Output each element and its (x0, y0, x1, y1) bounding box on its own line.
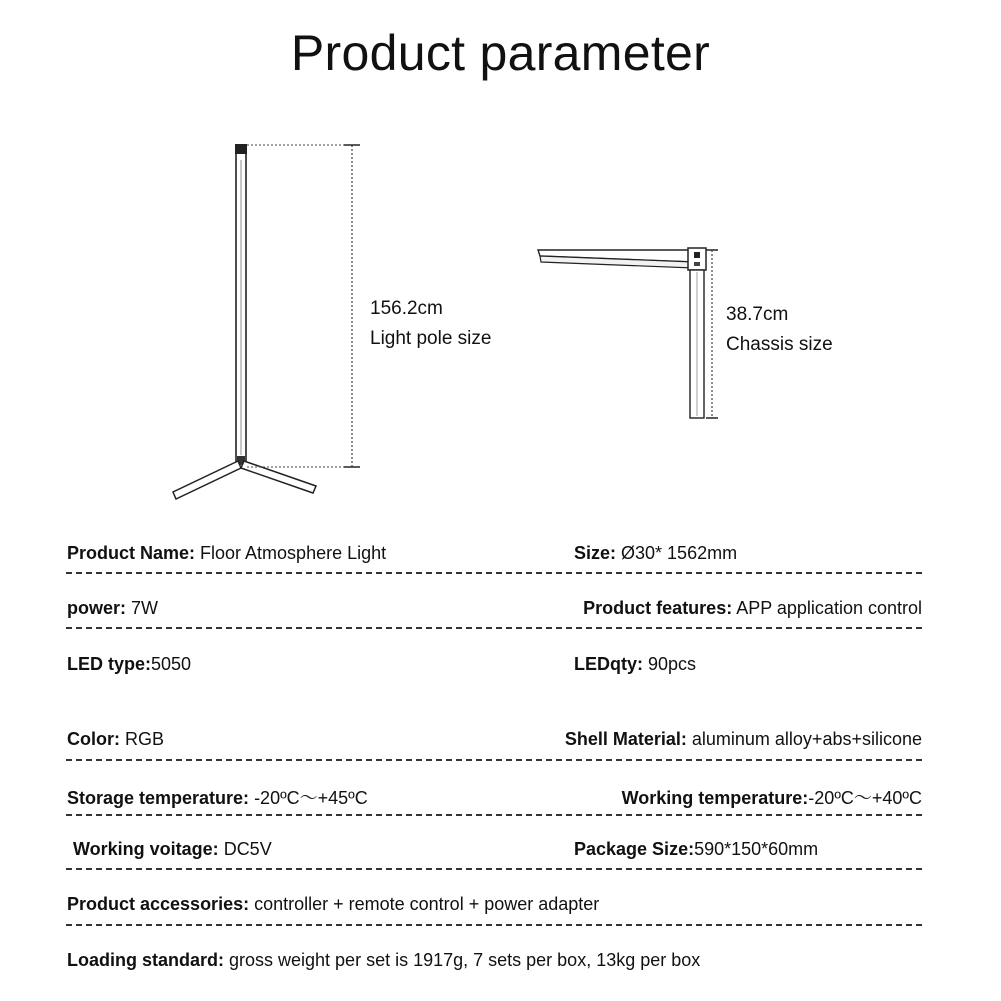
pole-dimension-line (247, 145, 360, 467)
spec-size (574, 543, 737, 564)
spec-product-name (67, 543, 386, 564)
spec-working-voltage (73, 839, 272, 860)
spec-storage-temperature (67, 784, 368, 810)
dashed-divider (66, 924, 922, 926)
dashed-divider (66, 868, 922, 870)
pole-size-value: 156.2cm (370, 298, 443, 319)
spec-value: gross weight per set is 1917g, 7 sets per box, 13kg per box (224, 950, 701, 970)
spec-accessories (67, 894, 599, 915)
spec-led-type (67, 654, 191, 675)
spec-label: Product Name: (67, 543, 196, 563)
spec-working-temperature (622, 784, 922, 810)
spec-value: 5050 (151, 654, 192, 674)
spec-label: Shell Material: (564, 729, 687, 749)
dashed-divider (66, 627, 922, 629)
spec-label: Working voitage: (73, 839, 219, 859)
chassis-dimension-text (726, 300, 833, 360)
spec-label: LEDqty: (574, 654, 643, 674)
page-title: Product parameter (290, 25, 711, 81)
spec-label: Product accessories: (67, 894, 250, 914)
spec-value: 90pcs (643, 654, 697, 674)
spec-label: Color: (67, 729, 120, 749)
spec-led-qty (574, 654, 696, 675)
spec-label: power: (67, 598, 127, 618)
dashed-divider (66, 572, 922, 574)
dashed-divider (66, 814, 922, 816)
spec-value: 7W (126, 598, 159, 618)
spec-value: -20ºC～+45ºC (249, 788, 368, 808)
chassis-size-label: Chassis size (726, 334, 833, 355)
spec-features (583, 598, 922, 619)
spec-value: Floor Atmosphere Light (195, 543, 387, 563)
spec-label: Storage temperature: (67, 788, 250, 808)
spec-value: aluminum alloy+abs+silicone (686, 729, 922, 749)
pole-size-label: Light pole size (370, 328, 492, 349)
spec-loading-standard (67, 950, 700, 971)
spec-value: -20ºC～+40ºC (808, 788, 922, 808)
spec-package-size (574, 839, 818, 860)
spec-value: DC5V (218, 839, 272, 859)
floor-lamp-illustration (173, 144, 316, 499)
spec-power (67, 598, 158, 619)
spec-shell-material (565, 729, 922, 750)
pole-dimension-text (370, 294, 491, 354)
spec-label: LED type: (67, 654, 152, 674)
chassis-illustration (538, 248, 706, 418)
spec-value: RGB (120, 729, 165, 749)
dashed-divider (66, 759, 922, 761)
spec-label: Package Size: (574, 839, 695, 859)
spec-value: 590*150*60mm (694, 839, 819, 859)
spec-label: Size: (574, 543, 617, 563)
spec-label: Loading standard: (67, 950, 224, 970)
spec-value: Ø30* 1562mm (616, 543, 738, 563)
spec-value: APP application control (732, 598, 922, 618)
spec-value: controller + remote control + power adapter (249, 894, 600, 914)
spec-color (67, 729, 164, 750)
spec-label: Working temperature: (621, 788, 809, 808)
spec-label: Product features: (583, 598, 733, 618)
chassis-dimension-line (706, 250, 718, 418)
chassis-size-value: 38.7cm (726, 304, 789, 325)
